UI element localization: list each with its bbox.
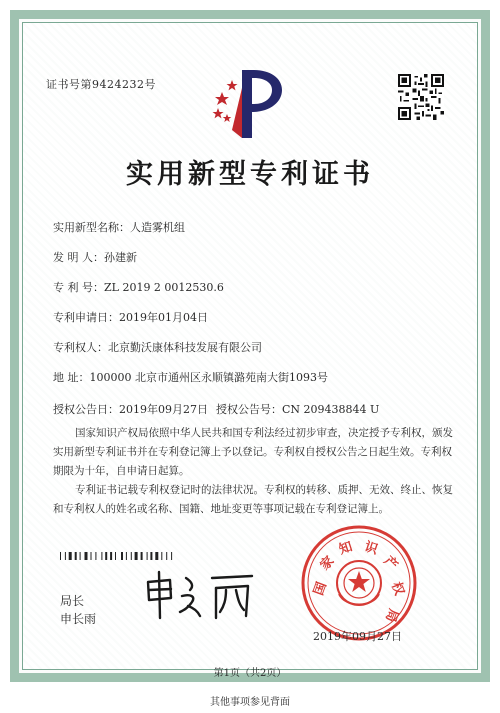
field-patentee — [53, 339, 262, 355]
certificate-title: 实用新型专利证书 — [126, 159, 374, 190]
svg-text:局: 局 — [382, 606, 401, 624]
statement-paragraph: 专利证书记载专利权登记时的法律状况。专利权的转移、质押、无效、终止、恢复和专利权人的姓名或名称、国籍、地址变更等事项记载在专利登记簿上。 — [53, 484, 453, 515]
field-inventor — [53, 249, 137, 265]
field-utility-model-name — [53, 219, 185, 235]
field-label: 专利权人： — [53, 341, 108, 354]
field-value: 100000 北京市通州区永顺镇潞苑南大街1093号 — [89, 371, 328, 384]
field-label: 授权公告号： — [216, 403, 282, 416]
director-name: 申长雨 — [60, 612, 97, 626]
certificate-number: 证书号第9424232号 — [46, 78, 156, 91]
svg-text:国: 国 — [311, 580, 330, 598]
field-value: 人造雾机组 — [130, 221, 185, 234]
field-label: 专 利 号： — [53, 281, 104, 294]
field-value: 孙建新 — [104, 251, 137, 264]
official-seal-icon — [300, 524, 418, 642]
cnipa-logo-icon — [212, 66, 288, 142]
svg-text:家: 家 — [317, 553, 338, 574]
director-title: 局长 — [60, 594, 85, 608]
field-value: ZL 2019 2 0012530.6 — [104, 281, 224, 294]
barcode-icon — [60, 552, 236, 560]
svg-text:权: 权 — [388, 580, 407, 598]
field-filing-date — [53, 309, 208, 325]
field-label: 授权公告日： — [53, 403, 119, 416]
field-value: 北京勤沃康体科技发展有限公司 — [108, 341, 262, 354]
field-patent-number — [53, 279, 224, 295]
footer-note: 其他事项参见背面 — [210, 697, 290, 708]
field-label: 发 明 人： — [53, 251, 104, 264]
svg-text:产: 产 — [380, 553, 401, 574]
svg-text:知: 知 — [337, 539, 355, 558]
field-label: 专利申请日： — [53, 311, 119, 324]
qr-code-icon — [398, 74, 444, 120]
field-label: 地 址： — [53, 371, 90, 384]
page-number: 第1页（共2页） — [213, 668, 287, 679]
certificate-statement — [53, 424, 453, 519]
field-value: 2019年01月04日 — [119, 311, 208, 324]
seal-date: 2019年09月27日 — [313, 630, 402, 643]
svg-text:识: 识 — [362, 539, 380, 558]
director-signature — [140, 566, 260, 622]
field-grant-info — [53, 401, 379, 417]
field-label: 实用新型名称： — [53, 221, 130, 234]
statement-paragraph: 国家知识产权局依照中华人民共和国专利法经过初步审查，决定授予专利权，颁发实用新型专利证书并在专利登记簿上予以登记。专利权自授权公告之日起生效。专利权期限为十年，自申请日起算。 — [53, 427, 453, 477]
field-value: CN 209438844 U — [282, 403, 380, 416]
field-value: 2019年09月27日 — [119, 403, 208, 416]
field-address — [53, 369, 328, 385]
